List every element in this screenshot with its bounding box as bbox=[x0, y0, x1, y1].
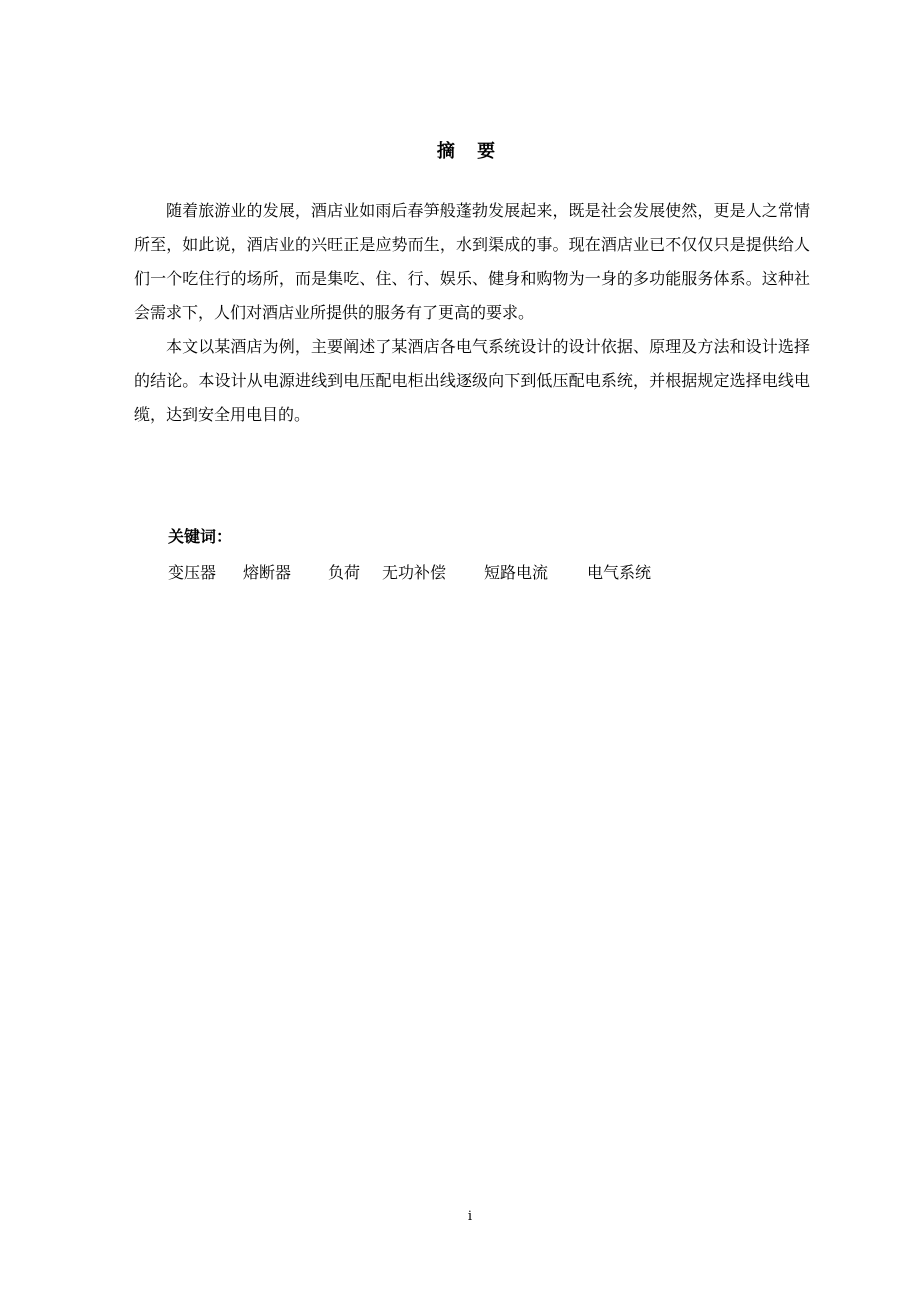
keywords-heading: 关键词： bbox=[168, 527, 233, 546]
keyword-item: 变压器 bbox=[168, 563, 217, 582]
keyword-item: 负荷 bbox=[328, 563, 361, 582]
page-number: i bbox=[467, 1209, 473, 1224]
abstract-title: 摘 要 bbox=[436, 141, 504, 162]
abstract-body bbox=[134, 194, 810, 432]
abstract-paragraph-2: 本文以某酒店为例，主要阐述了某酒店各电气系统设计的设计依据、原理及方法和设计选择的结论。本设计从电源进线到电压配电柜出线逐级向下到低压配电系统，并根据规定选择电线电缆，达到安全用电目的。 bbox=[134, 337, 810, 424]
keyword-item: 电气系统 bbox=[587, 563, 652, 582]
keyword-item: 短路电流 bbox=[484, 563, 549, 582]
abstract-paragraph-1: 随着旅游业的发展，酒店业如雨后春笋般蓬勃发展起来，既是社会发展使然，更是人之常情所至，如此说，酒店业的兴旺正是应势而生，水到渠成的事。现在酒店业已不仅仅只是提供给人们一个吃住行的场所，而是集吃、住、行、娱乐、健身和购物为一身的多功能服务体系。这种社会需求下，人们对酒店业所提供的服务有了更高的要求。 bbox=[134, 201, 810, 322]
keyword-item: 熔断器 bbox=[243, 563, 292, 582]
keyword-item: 无功补偿 bbox=[382, 563, 447, 582]
